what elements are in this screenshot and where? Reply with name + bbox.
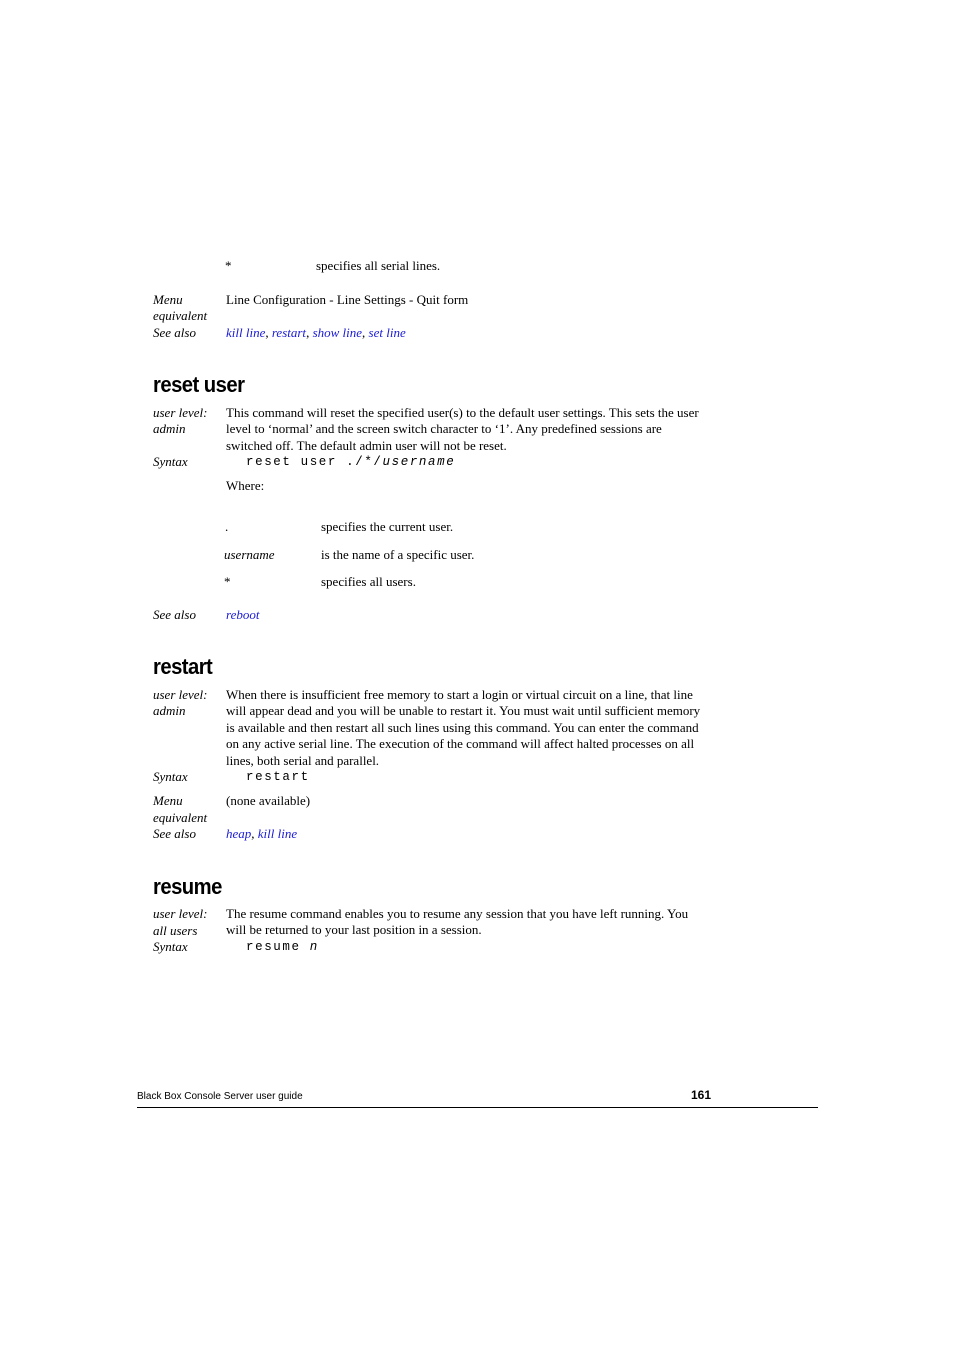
see-also-links [226,826,297,842]
heading-reset-user: reset user [153,372,245,397]
description: This command will reset the specified user(s) to the default user settings. This sets the user level to ‘normal’ and the screen switch character to ‘1’. Any predefined sessions are switched off. The default admin user will not be reset. [226,405,699,453]
page-number: 161 [691,1088,712,1102]
user-level-value: admin [153,421,186,436]
syntax-arg: username [382,455,456,469]
separator: , [251,826,258,841]
footer-guide-title: Black Box Console Server user guide [137,1091,303,1102]
syntax-label: Syntax [153,939,188,954]
description: The resume command enables you to resume any session that you have left running. You will be returned to your last position in a session. [226,906,689,938]
syntax-cmd: reset user ./*/ [246,455,383,469]
user-level-label: user level: [153,906,208,921]
user-level-label: user level: [153,687,208,702]
syntax-arg: n [309,940,319,954]
see-also-label: See also [153,607,196,622]
syntax-command [246,939,319,955]
menu-equivalent-value: Line Configuration - Line Settings - Quit form [226,292,469,307]
menu-label-2: equivalent [153,810,208,825]
user-level-label: user level: [153,405,208,420]
separator: , [306,325,313,340]
heading-resume: resume [153,874,222,899]
syntax-command [246,454,455,470]
param-desc: is the name of a specific user. [321,547,475,562]
link-kill-line[interactable]: kill line [226,325,266,340]
syntax-label: Syntax [153,454,188,469]
link-set-line[interactable]: set line [368,325,406,340]
see-also-links [226,325,406,341]
heading-restart: restart [153,654,213,679]
see-also-label: See also [153,325,196,340]
param-symbol-star: * [224,574,231,589]
separator: , [265,325,272,340]
menu-equivalent-value: (none available) [226,793,311,808]
separator: , [362,325,369,340]
footer-rule [137,1107,818,1108]
menu-label-2: equivalent [153,308,208,323]
user-level-value: admin [153,703,186,718]
menu-label: Menu [153,292,183,307]
link-kill-line[interactable]: kill line [257,826,298,841]
param-desc: specifies all users. [321,574,416,589]
link-show-line[interactable]: show line [312,325,363,340]
where-label: Where: [226,478,265,493]
param-desc: specifies all serial lines. [316,258,441,273]
syntax-cmd: resume [246,940,310,954]
description: When there is insufficient free memory to start a login or virtual circuit on a line, that line will appear dead and you will be unable to restart it. You must wait until sufficient memory is available and then restart all such lines using this command. You can enter the command on any active serial line. The execution of the command will affect halted processes on all lines, both serial and parallel. [226,687,701,768]
user-level-value: all users [153,923,198,938]
see-also-links [226,607,259,623]
param-desc: specifies the current user. [321,519,454,534]
param-symbol-star: * [225,258,232,273]
syntax-command: restart [246,770,310,784]
menu-label: Menu [153,793,183,808]
see-also-label: See also [153,826,196,841]
syntax-label: Syntax [153,769,188,784]
param-symbol-username: username [224,547,275,562]
link-reboot[interactable]: reboot [226,607,260,622]
param-symbol-dot: . [225,519,229,534]
link-restart[interactable]: restart [271,325,307,340]
link-heap[interactable]: heap [226,826,252,841]
